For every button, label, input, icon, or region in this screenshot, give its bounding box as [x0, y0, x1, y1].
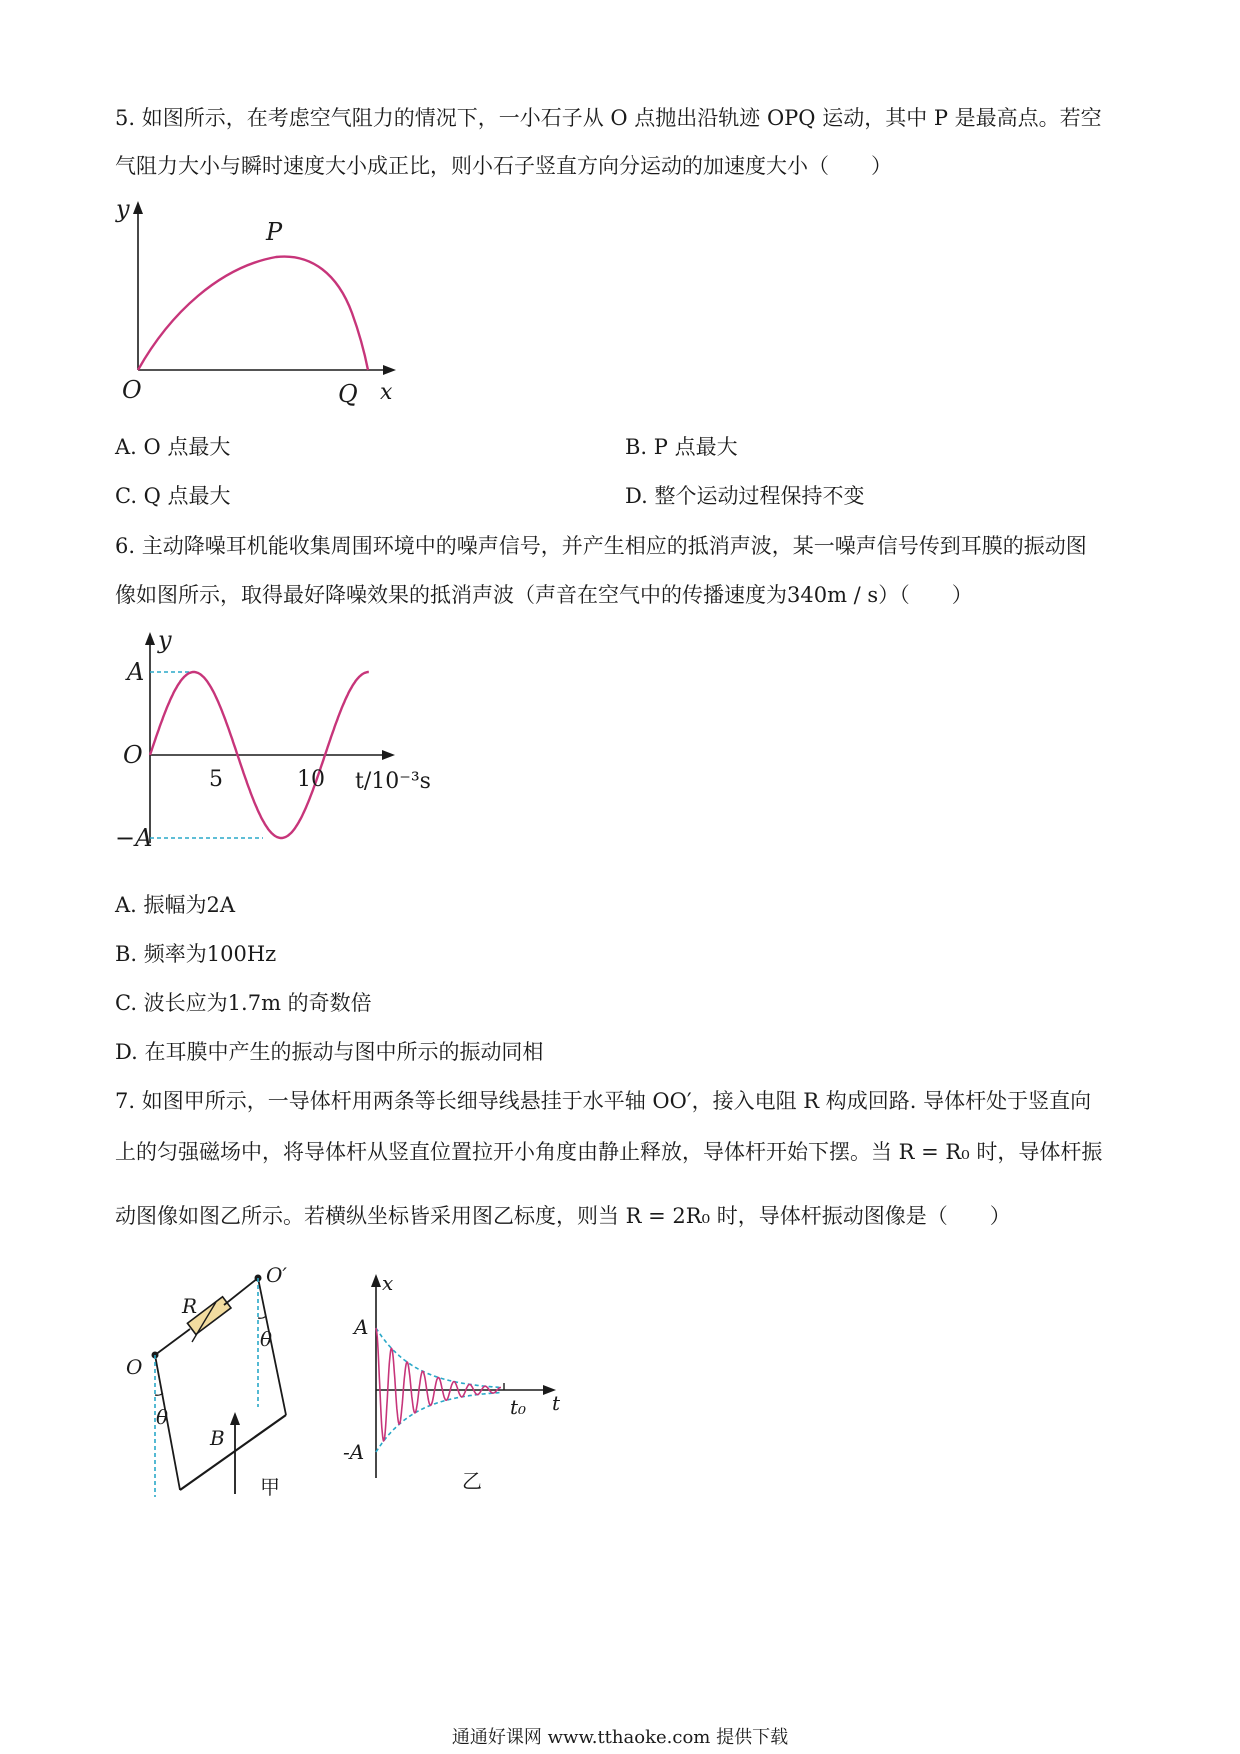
jia-label-b: B: [210, 1426, 225, 1450]
q6-amplitude-label: A: [127, 658, 145, 686]
q6-wave-figure: [105, 628, 445, 863]
jia-caption: 甲: [260, 1475, 280, 1499]
jia-top-wire-left: [155, 1329, 190, 1355]
q5-point-q-label: Q: [338, 380, 358, 408]
jia-label-o: O: [126, 1355, 143, 1379]
q5-trajectory-figure: [100, 195, 410, 415]
q5-trajectory-curve: [138, 257, 368, 370]
q7-stem-line-3: 动图像如图乙所示。若横纵坐标皆采用图乙标度，则当 R = 2R₀ 时，导体杆振动图像是（ ）: [115, 1204, 1011, 1228]
yi-label-t0: t₀: [510, 1395, 527, 1419]
yi-label-x: x: [382, 1271, 394, 1295]
jia-angle-arc-right: [258, 1316, 266, 1318]
q5-option-a: A. O 点最大: [115, 435, 231, 459]
yi-damped-oscillation: [376, 1328, 501, 1441]
yi-x-axis-arrow: [371, 1274, 381, 1287]
q5-option-d: D. 整个运动过程保持不变: [625, 484, 865, 508]
q6-tick-10-label: 10: [297, 767, 325, 792]
q6-option-d: D. 在耳膜中产生的振动与图中所示的振动同相: [115, 1040, 544, 1064]
jia-label-theta-left: θ: [156, 1405, 169, 1429]
jia-label-o-prime: O′: [266, 1263, 287, 1287]
q6-origin-label: O: [123, 741, 143, 769]
q6-y-label: y: [158, 626, 172, 654]
q7-figure-jia: [120, 1262, 320, 1502]
jia-label-r: R: [182, 1294, 198, 1318]
yi-label-t: t: [552, 1391, 561, 1415]
q5-stem-line-1: 5. 如图所示，在考虑空气阻力的情况下，一小石子从 O 点抛出沿轨迹 OPQ 运动，其中 P 是最高点。若空: [115, 106, 1102, 130]
yi-envelope-lower: [376, 1393, 501, 1453]
q6-t-arrow: [382, 750, 395, 760]
jia-top-wire-right: [224, 1278, 258, 1305]
page-footer: 通通好课网 www.tthaoke.com 提供下载: [451, 1727, 789, 1748]
yi-caption: 乙: [462, 1469, 482, 1493]
jia-magnetic-field-arrow: [230, 1412, 240, 1425]
q5-y-label: y: [116, 195, 130, 223]
q7-stem-line-2: 上的匀强磁场中，将导体杆从竖直位置拉开小角度由静止释放，导体杆开始下摆。当 R = R₀ 时，导体杆振: [115, 1140, 1103, 1164]
jia-label-theta-right: θ: [260, 1327, 273, 1351]
q5-option-b: B. P 点最大: [625, 435, 738, 459]
q6-stem-line-1: 6. 主动降噪耳机能收集周围环境中的噪声信号，并产生相应的抵消声波，某一噪声信号传到耳膜的振动图: [115, 534, 1087, 558]
q5-y-arrow: [133, 201, 143, 214]
q5-option-c: C. Q 点最大: [115, 484, 231, 508]
q6-tick-5-label: 5: [209, 767, 223, 792]
q5-x-arrow: [383, 365, 396, 375]
yi-label-neg-a: -A: [343, 1440, 365, 1464]
q5-point-p-label: P: [266, 218, 283, 246]
q6-option-a: A. 振幅为2A: [115, 893, 236, 917]
q6-y-arrow: [145, 632, 155, 645]
yi-label-a: A: [354, 1315, 369, 1339]
q7-stem-line-1: 7. 如图甲所示，一导体杆用两条等长细导线悬挂于水平轴 OO′，接入电阻 R 构成回路. 导体杆处于竖直向: [115, 1089, 1092, 1113]
q6-t-axis-label: t/10⁻³s: [355, 769, 431, 794]
q6-stem-line-2: 像如图所示，取得最好降噪效果的抵消声波（声音在空气中的传播速度为340m / s）（ ）: [115, 583, 973, 607]
q7-figure-yi: [340, 1270, 580, 1510]
q5-stem-line-2: 气阻力大小与瞬时速度大小成正比，则小石子竖直方向分运动的加速度大小（ ）: [115, 154, 892, 178]
q5-x-label: x: [380, 380, 393, 405]
q6-option-b: B. 频率为100Hz: [115, 942, 277, 966]
q6-option-c: C. 波长应为1.7m 的奇数倍: [115, 991, 372, 1015]
q6-neg-amplitude-label: −A: [115, 824, 153, 852]
q5-origin-label: O: [122, 376, 142, 404]
